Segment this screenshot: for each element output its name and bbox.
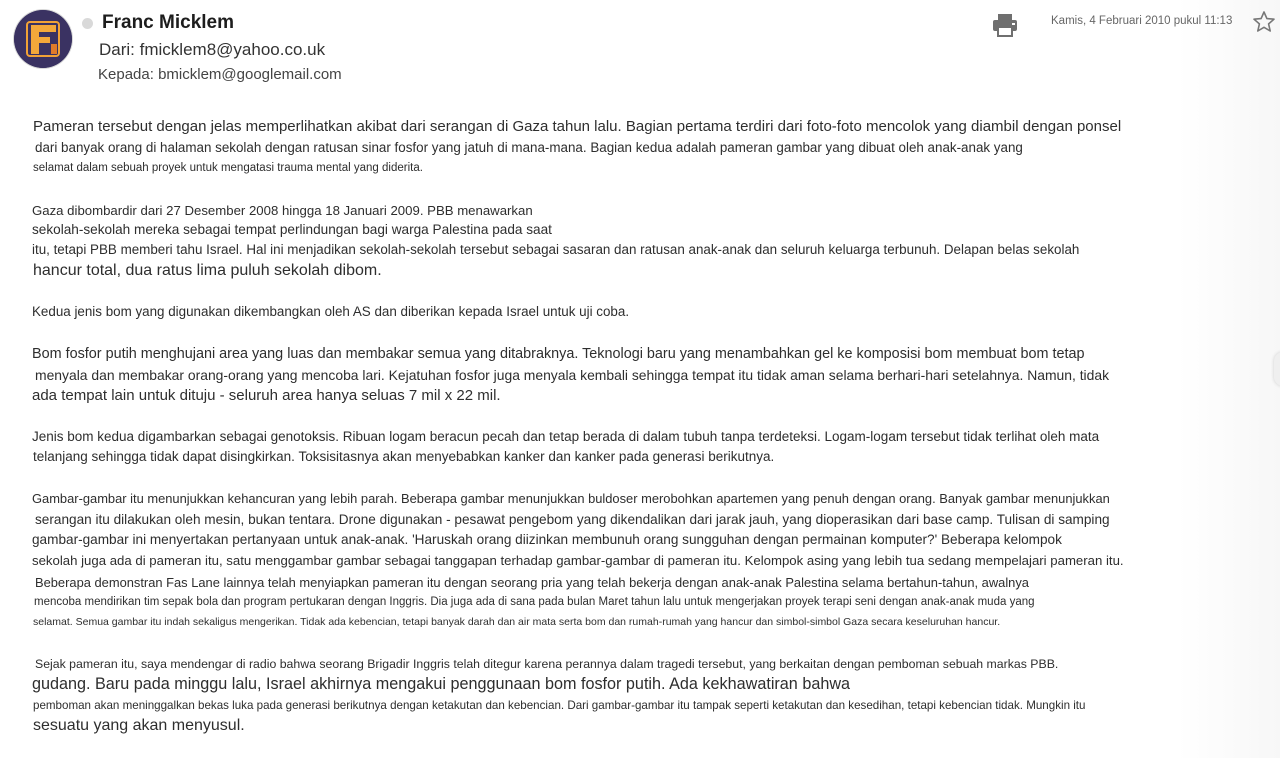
body-line: mencoba mendirikan tim sepak bola dan program pertukaran dengan Inggris. Dia juga ada di sana pada bulan Maret tahun lalu untuk mengerjakan proyek terapi seni dengan anak-anak muda yang	[34, 596, 1035, 608]
body-line: Gaza dibombardir dari 27 Desember 2008 hingga 18 Januari 2009. PBB menawarkan	[32, 203, 533, 218]
body-line: sekolah juga ada di pameran itu, satu menggambar gambar sebagai tanggapan terhadap gambar-gambar di pameran itu. Kelompok asing yang lebih tua sedang mempelajari pameran itu.	[32, 553, 1124, 568]
body-line: Kedua jenis bom yang digunakan dikembangkan oleh AS dan diberikan kepada Israel untuk uji coba.	[32, 304, 630, 319]
body-line: sesuatu yang akan menyusul.	[33, 717, 245, 734]
body-line: Bom fosfor putih menghujani area yang luas dan membakar semua yang ditabraknya. Teknologi baru yang menambahkan gel ke komposisi bom membuat bom tetap	[32, 346, 1085, 362]
star-button[interactable]	[1252, 10, 1276, 34]
star-icon	[1252, 10, 1276, 34]
body-line: Jenis bom kedua digambarkan sebagai genotoksis. Ribuan logam beracun pecah dan tetap berada di dalam tubuh tanpa terdeteksi. Logam-logam tersebut tidak terlihat oleh mata	[32, 429, 1100, 444]
body-line: selamat. Semua gambar itu indah sekaligus mengerikan. Tidak ada kebencian, tetapi banyak darah dan air mata serta bom dan rumah-rumah yang hancur dan simbol-simbol Gaza secara keseluruhan hancur.	[33, 616, 1001, 628]
body-line: ada tempat lain untuk dituju - seluruh area hanya seluas 7 mil x 22 mil.	[32, 387, 501, 404]
sender-name[interactable]: Franc Micklem	[102, 12, 234, 33]
body-line: selamat dalam sebuah proyek untuk mengatasi trauma mental yang diderita.	[33, 162, 423, 174]
body-line: gudang. Baru pada minggu lalu, Israel akhirnya mengakui penggunaan bom fosfor putih. Ada kekhawatiran bahwa	[32, 675, 851, 693]
avatar-logo-icon	[14, 10, 72, 68]
body-line: hancur total, dua ratus lima puluh sekolah dibom.	[33, 262, 382, 279]
to-email[interactable]: bmicklem@googlemail.com	[158, 66, 342, 83]
body-line: sekolah-sekolah mereka sebagai tempat perlindungan bagi warga Palestina pada saat	[32, 222, 552, 237]
presence-status-dot	[82, 18, 93, 29]
body-line: dari banyak orang di halaman sekolah dengan ratusan sinar fosfor yang jatuh di mana-mana. Bagian kedua adalah pameran gambar yang dibuat oleh anak-anak yang	[35, 140, 1023, 155]
from-email[interactable]: fmicklem8@yahoo.co.uk	[139, 40, 326, 59]
body-line: Gambar-gambar itu menunjukkan kehancuran yang lebih parah. Beberapa gambar menunjukkan buldoser merobohkan apartemen yang penuh dengan orang. Banyak gambar menunjukkan	[32, 491, 1110, 506]
body-line: serangan itu dilakukan oleh mesin, bukan tentara. Drone digunakan - pesawat pengebom yang dikendalikan dari jarak jauh, yang dioperasikan dari base camp. Tulisan di samping	[35, 512, 1110, 527]
print-button[interactable]	[990, 12, 1020, 38]
side-panel-handle[interactable]	[1274, 352, 1280, 386]
body-line: menyala dan membakar orang-orang yang mencoba lari. Kejatuhan fosfor juga menyala kembali sehingga tempat itu tidak aman selama berhari-hari setelahnya. Namun, tidak	[35, 367, 1110, 383]
print-icon	[990, 12, 1020, 38]
body-line: Sejak pameran itu, saya mendengar di radio bahwa seorang Brigadir Inggris telah ditegur karena perannya dalam tragedi tersebut, yang berkaitan dengan pemboman sebuah markas PBB.	[35, 657, 1059, 671]
body-line: pemboman akan meninggalkan bekas luka pada generasi berikutnya dengan ketakutan dan kebencian. Dari gambar-gambar itu tampak seperti ketakutan dan kesedihan, tetapi kebencian tidak. Mungkin itu	[33, 699, 1086, 712]
body-line: itu, tetapi PBB memberi tahu Israel. Hal ini menjadikan sekolah-sekolah tersebut sebagai sasaran dan ratusan anak-anak dan seluruh keluarga terbunuh. Delapan belas sekolah	[32, 242, 1080, 257]
body-line: Pameran tersebut dengan jelas memperlihatkan akibat dari serangan di Gaza tahun lalu. Bagian pertama terdiri dari foto-foto mencolok yang diambil dengan ponsel	[33, 118, 1122, 135]
email-date: Kamis, 4 Februari 2010 pukul 11:13	[1051, 15, 1233, 27]
to-line	[98, 66, 342, 83]
from-label: Dari:	[99, 40, 135, 59]
avatar[interactable]	[14, 10, 72, 68]
body-line: gambar-gambar ini menyertakan pertanyaan untuk anak-anak. 'Haruskah orang diizinkan membunuh orang sungguhan dengan permainan komputer?' Beberapa kelompok	[32, 532, 1062, 547]
body-line: Beberapa demonstran Fas Lane lainnya telah menyiapkan pameran itu dengan seorang pria yang telah bekerja dengan anak-anak Palestina selama bertahun-tahun, awalnya	[35, 575, 1029, 590]
to-label: Kepada:	[98, 66, 154, 83]
from-line	[99, 40, 325, 60]
body-line: telanjang sehingga tidak dapat disingkirkan. Toksisitasnya akan menyebabkan kanker dan kanker pada generasi berikutnya.	[33, 449, 775, 464]
